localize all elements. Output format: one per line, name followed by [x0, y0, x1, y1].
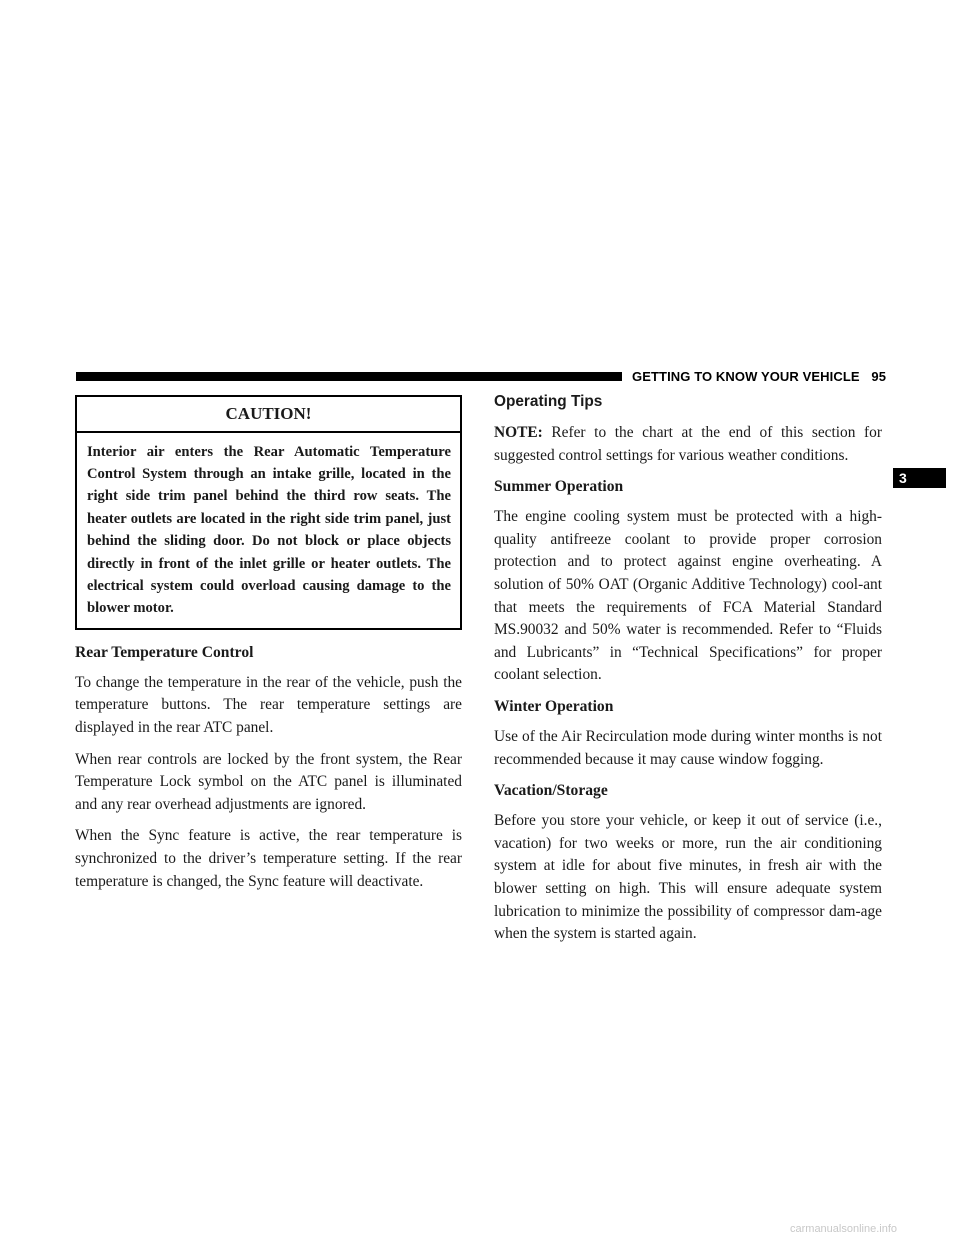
paragraph: When rear controls are locked by the front system, the Rear Temperature Lock symbol on the ATC panel is illuminated and any rear overhead adjustments are ignored. [75, 750, 462, 813]
right-column [494, 392, 882, 955]
note-paragraph [494, 422, 882, 467]
section-title: GETTING TO KNOW YOUR VEHICLE [632, 369, 860, 384]
winter-operation-heading: Winter Operation [494, 697, 614, 715]
note-text: Refer to the chart at the end of this section for suggested control settings for various weather conditions. [494, 424, 882, 464]
running-header [632, 369, 886, 384]
caution-box [75, 395, 462, 630]
paragraph: To change the temperature in the rear of the vehicle, push the temperature buttons. The rear temperature settings are displayed in the rear ATC panel. [75, 673, 462, 737]
left-column [75, 395, 462, 902]
note-label: NOTE: [494, 424, 543, 441]
operating-tips-heading: Operating Tips [494, 393, 603, 410]
summer-paragraph: The engine cooling system must be protected with a high-quality antifreeze coolant to provide proper corrosion protection and to protect against engine overheating. A solution of 50% OAT (Organic Additive Technology) cool-ant that meets the requirements of FCA Material Standard MS.90032 and 50% water is recommended. Refer to “Fluids and Lubricants” in “Technical Specifications” for proper coolant selection. [494, 508, 882, 684]
header-rule [76, 372, 622, 381]
watermark: carmanualsonline.info [790, 1223, 898, 1235]
chapter-tab: 3 [893, 468, 946, 488]
summer-operation-heading: Summer Operation [494, 478, 624, 496]
paragraph: When the Sync feature is active, the rear temperature is synchronized to the driver’s temperature setting. If the rear temperature is changed, the Sync feature will deactivate. [75, 827, 462, 890]
vacation-paragraph: Before you store your vehicle, or keep it out of service (i.e., vacation) for two weeks or more, run the air conditioning system at idle for about five minutes, in fresh air with the blower setting on high. This will ensure adequate system lubrication to minimize the possibility of compressor dam-age when the system is started again. [494, 812, 882, 943]
vacation-storage-heading: Vacation/Storage [494, 782, 608, 800]
rear-temperature-heading: Rear Temperature Control [75, 643, 254, 661]
caution-title: CAUTION! [77, 397, 460, 433]
winter-paragraph: Use of the Air Recirculation mode during winter months is not recommended because it may cause window fogging. [494, 727, 882, 768]
page-number: 95 [871, 369, 887, 384]
caution-body: Interior air enters the Rear Automatic Temperature Control System through an intake grille, located in the right side trim panel behind the third row seats. The heater outlets are located in the right side trim panel, just behind the sliding door. Do not block or place objects directly in front of the inlet grille or heater outlets. The electrical system could overload causing damage to the blower motor. [87, 443, 451, 617]
